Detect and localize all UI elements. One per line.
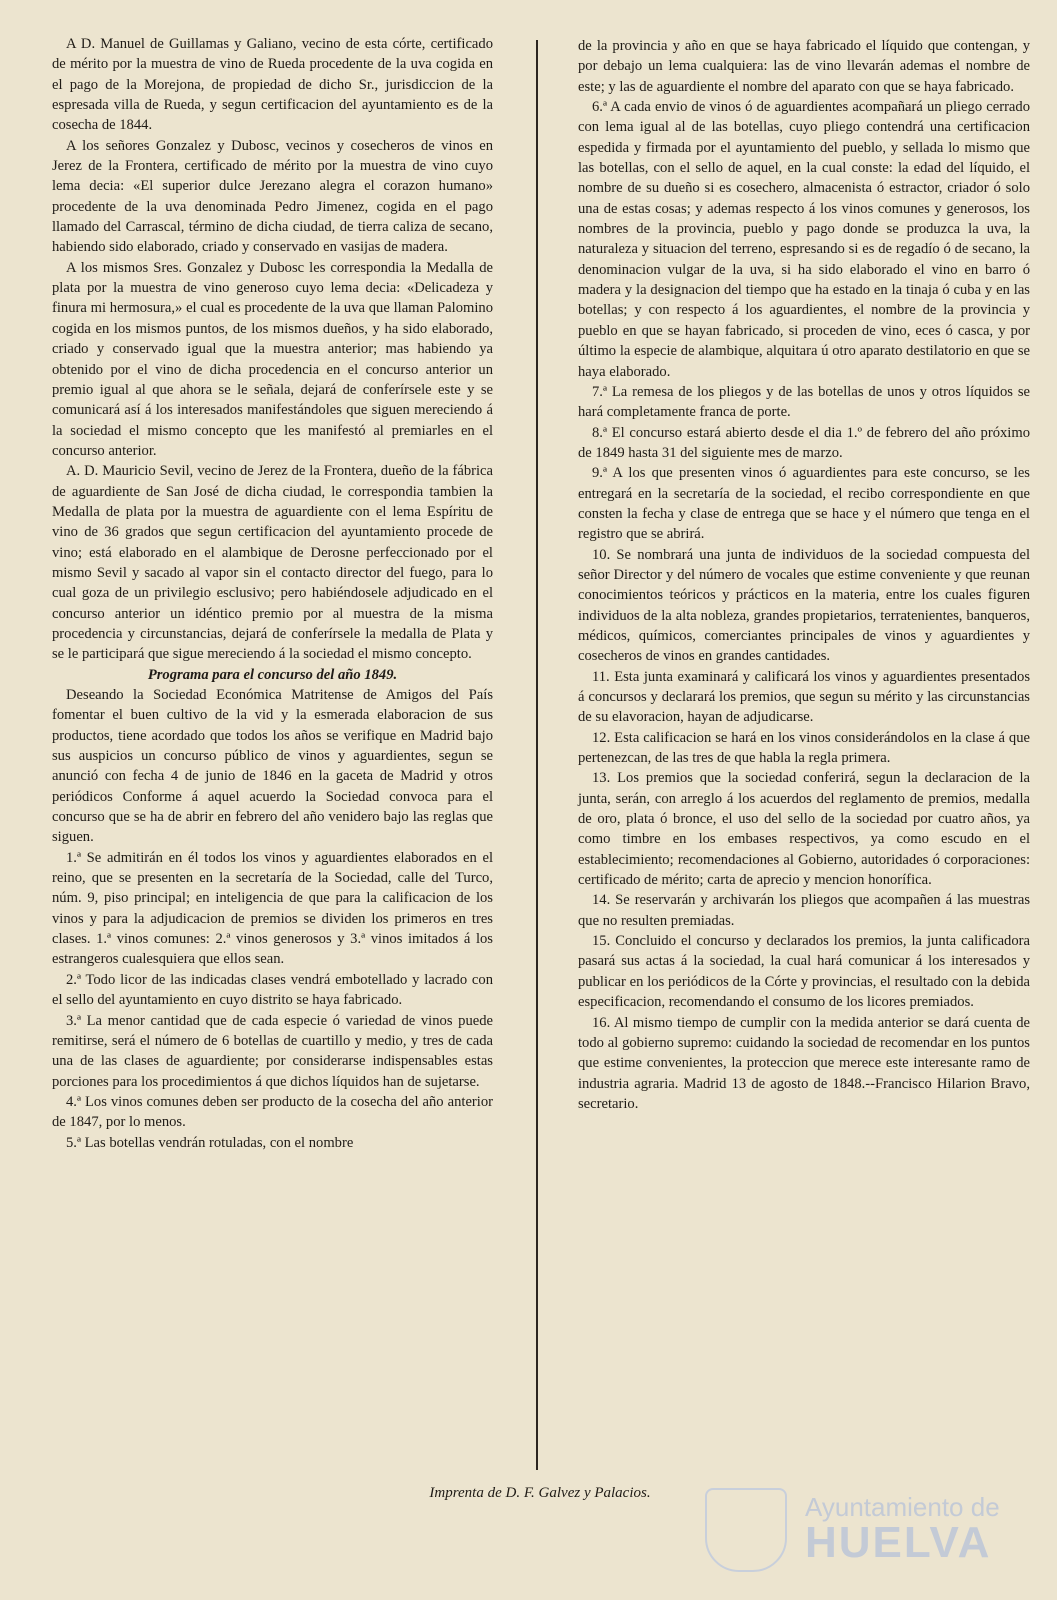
award-paragraph-gonzalez-dubosc-medal: A los mismos Sres. Gonzalez y Dubosc les correspondia la Medalla de plata por la muestra de vino generoso cuyo lema decia: «Delicadeza y finura mi hermosura,» el cual es procedente de la uva que llaman Palomino cogida en los mismos puntos, de los mismos dueños, y ha sido elaborado, criado y conservado igual que la muestra anterior; mas habiendo ya obtenido por el vino de dicha procedencia en el concurso anterior un premio igual al que ahora se le señala, dejará de conferírsele este y se comunicará así á los interesados manifestándoles que siguen mereciendo á la sociedad el mismo concepto que les manifestó al premiarles en el concurso anterior. — [52, 259, 493, 459]
shield-icon — [705, 1488, 787, 1572]
left-column — [52, 34, 493, 1153]
rule-9: 9.ª A los que presenten vinos ó aguardientes para este concurso, se les entregará en la secretaría de la sociedad, el recibo correspondiente en que consten la fecha y clase de entrega que se hace y el número que tenga en el registro que se abrirá. — [578, 465, 1030, 543]
rule-5-start: 5.ª Las botellas vendrán rotuladas, con el nombre — [66, 1134, 354, 1151]
award-paragraph-gonzalez-dubosc: A los señores Gonzalez y Dubosc, vecinos y cosecheros de vinos en Jerez de la Frontera, certificado de mérito por la muestra de vino cuyo lema decia: «El superior dulce Jerezano alegra el corazon humano» procedente de la uva denominada Pedro Jimenez, cogida en el pago llamado del Carrascal, término de dicha ciudad, de tierra caliza de secano, habiendo sido elaborado, criado y conservado en vasijas de madera. — [52, 137, 493, 256]
program-intro: Deseando la Sociedad Económica Matritense de Amigos del País fomentar el buen cultivo de la vid y la esmerada elaboracion de sus productos, tiene acordado que todos los años se verifique en Madrid bajo sus auspicios un concurso público de vinos y aguardientes, segun se anunció con fecha 4 de junio de 1846 en la gaceta de Madrid y otros periódicos Conforme á aquel acuerdo la Sociedad convoca para el concurso que se ha de abrir en febrero del año venidero bajo las reglas que siguen. — [52, 687, 493, 846]
rule-10: 10. Se nombrará una junta de individuos de la sociedad compuesta del señor Director y del número de vocales que estime conveniente y que reunan conocimientos teóricos y prácticos en la materia, entre los cuales figuren individuos de la alta nobleza, grandes propietarios, terratenientes, banqueros, médicos, químicos, comerciantes principales de vinos y aguardientes y cosecheros de vinos en grandes cantidades. — [578, 546, 1030, 665]
rule-4: 4.ª Los vinos comunes deben ser producto de la cosecha del año anterior de 1847, por lo menos. — [52, 1093, 493, 1131]
column-divider — [536, 40, 538, 1470]
right-column — [578, 36, 1030, 1114]
watermark-line-2: HUELVA — [805, 1518, 992, 1567]
rule-8: 8.ª El concurso estará abierto desde el dia 1.º de febrero del año próximo de 1849 hasta 31 del siguiente mes de marzo. — [578, 424, 1030, 461]
rule-6: 6.ª A cada envio de vinos ó de aguardientes acompañará un pliego cerrado con lema igual al de las botellas, cuyo pliego contendrá una certificacion espedida y firmada por el ayuntamiento del pueblo, y sellada lo mismo que las botellas, con el sello de aquel, en la cual conste: la edad del líquido, el nombre de su dueño si es cosechero, almacenista ó estractor, criador ó solo una de estas cosas; y ademas respecto á los vinos comunes y generosos, los nombres de la provincia, pueblo y pago donde se produzca la uva, la naturaleza y situacion del terreno, espresando si es de regadío ó de secano, la denominacion vulgar de la uva, si ha sido elaborado el vino en barro ó madera y la designacion del tiempo que ha estado en la tinaja ó cuba y en las botellas; y con respecto á los aguardientes, el nombre de la provincia y pueblo en que se hayan fabricado, si proceden de vino, eces ó casca, y por último la especie de alambique, alquitara ú otro aparato destilatorio en que se haya elaborado. — [578, 99, 1030, 380]
watermark-line-1: Ayuntamiento de — [805, 1492, 1000, 1522]
rule-2: 2.ª Todo licor de las indicadas clases vendrá embotellado y lacrado con el sello del ayuntamiento en cuyo distrito se haya fabricado. — [52, 971, 493, 1009]
rule-15: 15. Concluido el concurso y declarados los premios, la junta calificadora pasará sus actas á la sociedad, la cual hará comunicar á los interesados y publicar en los periódicos de la Córte y provincias, el resultado con la debida especificacion, recomendando el consumo de los licores premiados. — [578, 933, 1030, 1011]
rule-14: 14. Se reservarán y archivarán los pliegos que acompañen á las muestras que no resulten premiadas. — [578, 892, 1030, 929]
rule-16: 16. Al mismo tiempo de cumplir con la medida anterior se dará cuenta de todo al gobierno supremo: cuidando la sociedad de recomendar en los puntos que estime convenientes, la proteccion que merece este interesante ramo de industria agraria. Madrid 13 de agosto de 1848.--Francisco Hilarion Bravo, secretario. — [578, 1014, 1030, 1112]
rule-3: 3.ª La menor cantidad que de cada especie ó variedad de vinos puede remitirse, será el número de 6 botellas de cuartillo y medio, y tres de cada una de las clases de aguardiente; por considerarse indispensables estas porciones para los procedimientos á que dichos líquidos han de sujetarse. — [52, 1012, 493, 1090]
rule-13: 13. Los premios que la sociedad conferirá, segun la declaracion de la junta, serán, con arreglo á los acuerdos del reglamento de premios, medalla de oro, plata ó bronce, el uso del sello de la sociedad por cuatro años, ya como timbre en los embases respectivos, ya como escudo en el establecimiento; recomendaciones al Gobierno, autoridades ó corporaciones: certificado de mérito; carta de aprecio y mencion honorífica. — [578, 770, 1030, 889]
rule-12: 12. Esta calificacion se hará en los vinos considerándolos en la clase á que pertenezcan, de las tres de que habla la regla primera. — [578, 729, 1030, 767]
rule-7: 7.ª La remesa de los pliegos y de las botellas de unos y otros líquidos se hará completamente franca de porte. — [578, 383, 1030, 421]
award-paragraph-guillamas: A D. Manuel de Guillamas y Galiano, vecino de esta córte, certificado de mérito por la muestra de vino de Rueda procedente de la uva cogida en el pago de la Morejona, de propiedad de dicho Sr., jurisdiccion de la espresada villa de Rueda, y segun certificacion del ayuntamiento es de la cosecha de 1844. — [52, 36, 493, 134]
printer-imprint: Imprenta de D. F. Galvez y Palacios. — [429, 1485, 651, 1501]
award-paragraph-sevil: A. D. Mauricio Sevil, vecino de Jerez de la Frontera, dueño de la fábrica de aguardiente de San José de dicha ciudad, le correspondia tambien la Medalla de plata por la muestra de aguardiente con el lema Espíritu de vino de 36 grados que segun certificacion del ayuntamiento procede de vino; está elaborado en el alambique de Derosne perfeccionado por el mismo Sevil y sacado al vapor sin el contacto director del fuego, para lo cual goza de un privilegio esclusivo; pero habiéndosele adjudicado en el concurso anterior un idéntico premio por al muestra de la misma procedencia y circunstancias, dejará de conferírsele la medalla de Plata y se le participará que sigue mereciendo á la sociedad el mismo concepto. — [52, 463, 493, 663]
rule-5-continued: de la provincia y año en que se haya fabricado el líquido que contengan, y por debajo un lema cualquiera: las de vino llevarán ademas el nombre de este; y las de aguardiente el nombre del aparato con que se haya fabricado. — [578, 38, 1030, 95]
rule-11: 11. Esta junta examinará y calificará los vinos y aguardientes presentados á concursos y declarará los premios, que segun su mérito y las circunstancias de su elavoracion, hayan de adjudicarse. — [578, 668, 1030, 726]
rule-1: 1.ª Se admitirán en él todos los vinos y aguardientes elaborados en el reino, que se presenten en la secretaría de la Sociedad, calle del Turco, núm. 9, piso principal; en inteligencia de que para la calificacion de los vinos y para la adjudicacion de premios se dividen los primeros en tres clases. 1.ª vinos comunes: 2.ª vinos generosos y 3.ª vinos imitados á los estrangeros cualesquiera que ellos sean. — [52, 849, 493, 968]
program-heading: Programa para el concurso del año 1849. — [147, 666, 398, 683]
archive-watermark — [705, 1488, 1025, 1574]
